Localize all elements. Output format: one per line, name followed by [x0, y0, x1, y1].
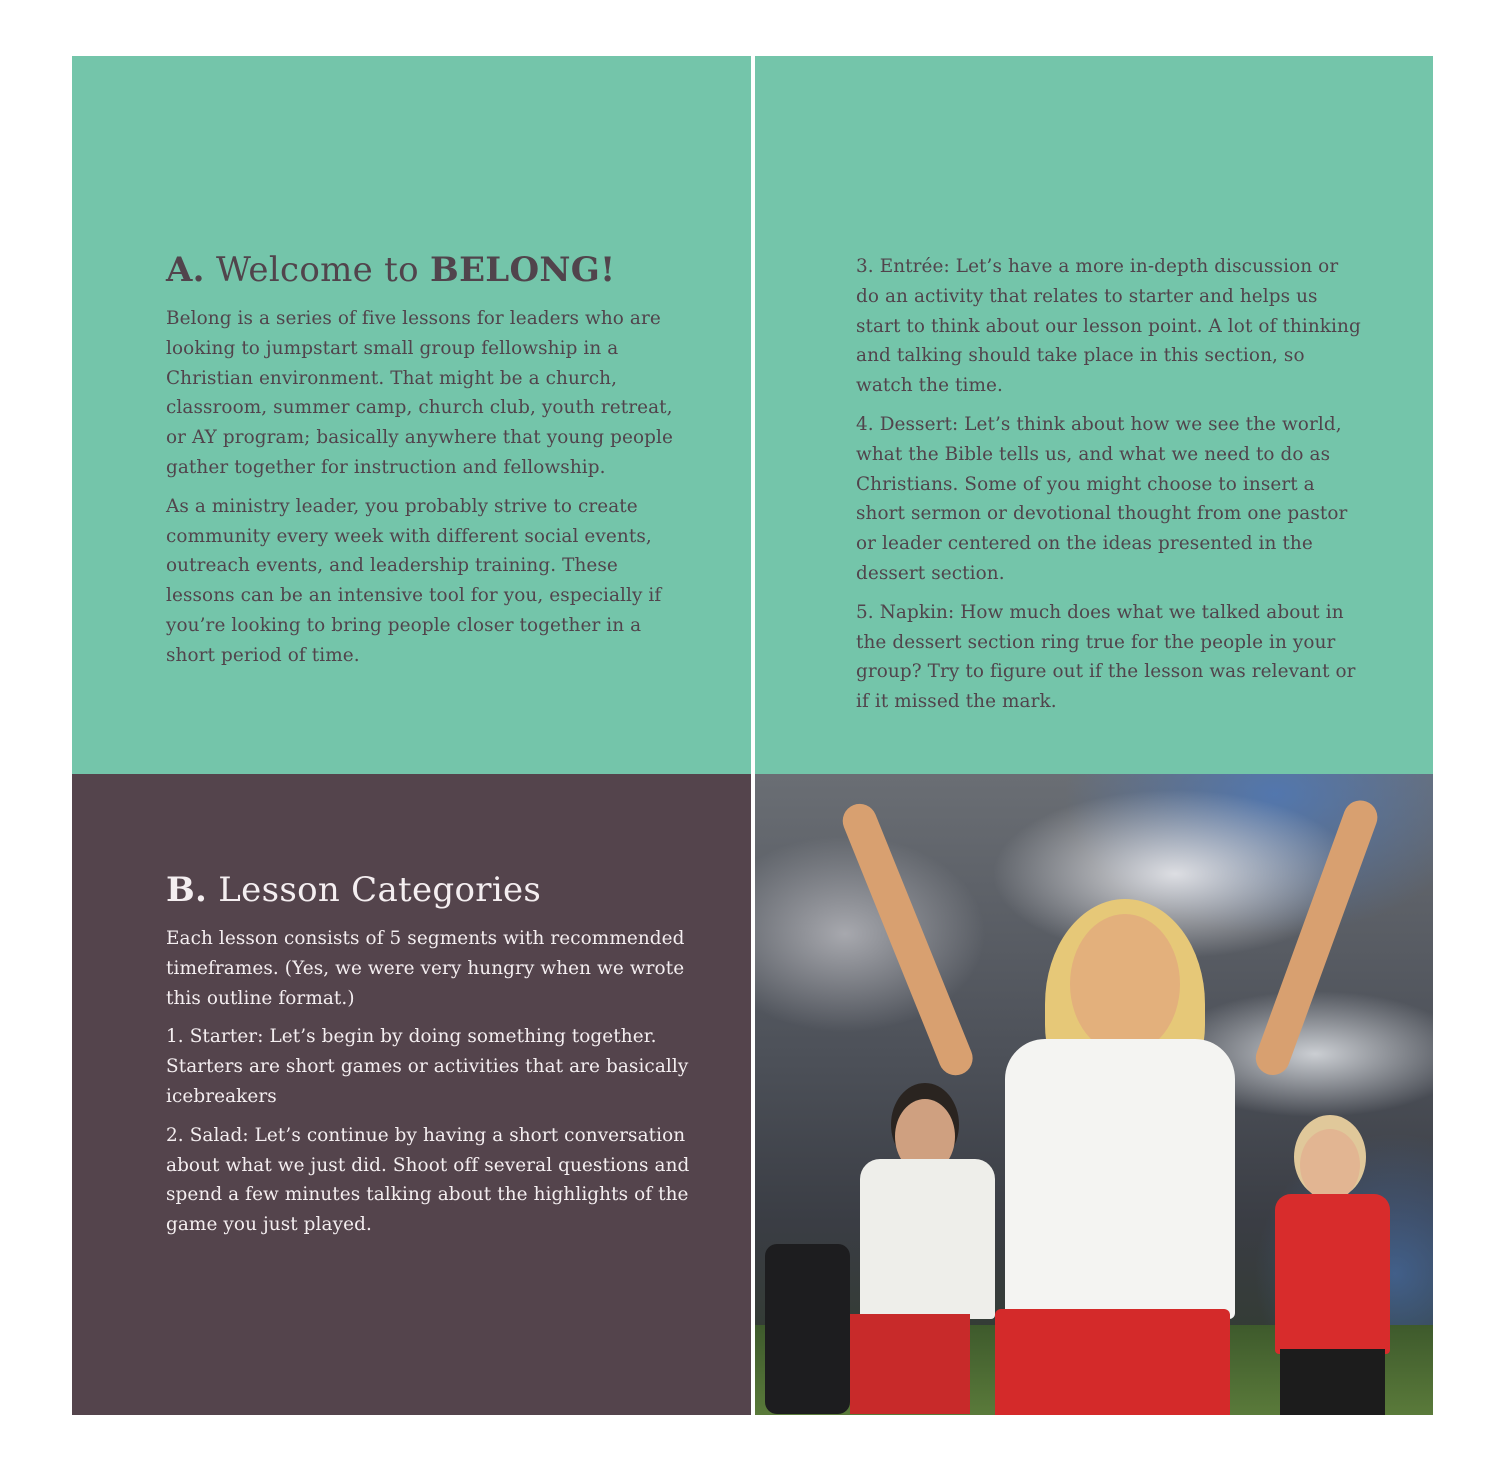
segment-napkin: 5. Napkin: How much does what we talked about in the dessert section ring true for the people in your group? Try to figure out if the lesson was relevant or if it missed the mark. [856, 601, 1356, 713]
woman-face [1070, 914, 1180, 1054]
cheer-photo [755, 774, 1433, 1415]
girl-right-head [1300, 1129, 1360, 1201]
segments-continued-panel [755, 56, 1433, 774]
heading-prefix: Welcome to [215, 250, 419, 290]
segment-salad: 2. Salad: Let’s continue by having a short conversation about what we just did. Shoot off several questions and spend a few minutes talking about the highlights of the game you just played. [166, 1124, 690, 1236]
section-letter: A. [166, 250, 205, 290]
welcome-content [166, 250, 686, 680]
section-letter: B. [166, 870, 208, 910]
background-cheerleader [765, 1244, 850, 1414]
woman-red-shorts [995, 1309, 1230, 1415]
lesson-categories-panel [72, 774, 751, 1415]
lesson-categories-content [166, 870, 696, 1249]
lesson-categories-heading [166, 870, 696, 910]
segment-dessert: 4. Dessert: Let’s think about how we see the world, what the Bible tells us, and what we need to do as Christians. Some of you might choose to insert a short sermon or devotional thought from one pastor or leader centered on the ideas presented in the dessert section. [856, 413, 1348, 584]
page-divider [751, 56, 755, 1415]
segments-continued-content [856, 252, 1366, 726]
segment-starter: 1. Starter: Let’s begin by doing something together. Starters are short games or activities that are basically icebreakers [166, 1026, 689, 1107]
welcome-heading [166, 250, 686, 290]
welcome-paragraph-2: As a ministry leader, you probably strive to create community every week with different social events, outreach events, and leadership training. These lessons can be an intensive tool for you, especially if you’re looking to bring people closer together in a short period of time. [166, 495, 662, 666]
welcome-paragraph-1: Belong is a series of five lessons for leaders who are looking to jumpstart small group fellowship in a Christian environment. That might be a church, classroom, summer camp, church club, youth retreat, or AY program; basically anywhere that young people gather together for instruction and fellowship. [166, 308, 673, 478]
welcome-panel [72, 56, 751, 774]
brand-name: BELONG! [430, 250, 616, 290]
girl-right-shirt [1275, 1194, 1390, 1354]
girl-right-skirt [1280, 1349, 1385, 1415]
girl-left-skirt [850, 1314, 970, 1414]
categories-intro: Each lesson consists of 5 segments with recommended timeframes. (Yes, we were very hungry when we wrote this outline format.) [166, 928, 685, 1009]
heading-title: Lesson Categories [218, 870, 542, 910]
woman-white-shirt [1005, 1039, 1235, 1319]
girl-left-shirt [860, 1159, 995, 1319]
segment-entree: 3. Entrée: Let’s have a more in-depth discussion or do an activity that relates to starter and helps us start to think about our lesson point. A lot of thinking and talking should take place in this section, so watch the time. [856, 256, 1361, 397]
